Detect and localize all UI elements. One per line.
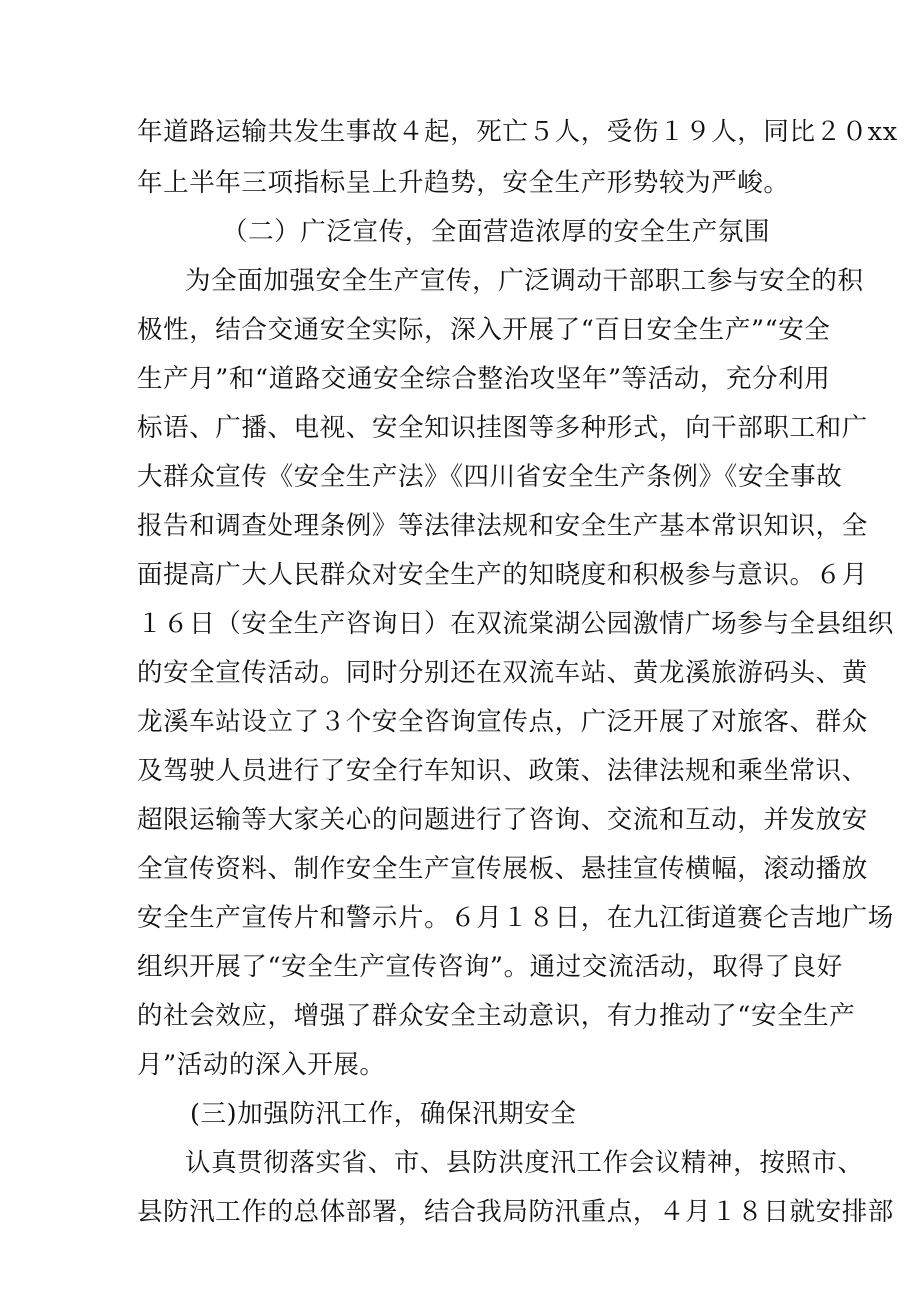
text-line: 全宣传资料、制作安全生产宣传展板、悬挂宣传横幅，滚动播放 (137, 854, 868, 884)
text-line: 标语、广播、电视、安全知识挂图等多种形式，向干部职工和广 (137, 413, 868, 443)
text-line: 认真贯彻落实省、市、县防洪度汛工作会议精神，按照市、 (185, 1148, 864, 1178)
text-line: 生产月”和“道路交通安全综合整治攻坚年”等活动，充分利用 (137, 364, 831, 394)
text-line: 的社会效应，增强了群众安全主动意识，有力推动了“安全生产 (137, 1001, 856, 1031)
text-line: 年上半年三项指标呈上升趋势，安全生产形势较为严峻。 (137, 168, 790, 198)
text-line: 龙溪车站设立了３个安全咨询宣传点，广泛开展了对旅客、群众 (137, 707, 868, 737)
text-line: 月”活动的深入开展。 (137, 1050, 386, 1080)
text-line: 及驾驶人员进行了安全行车知识、政策、法律法规和乘坐常识、 (137, 756, 868, 786)
text-line: 年道路运输共发生事故４起，死亡５人，受伤１９人，同比２０xx (137, 117, 898, 147)
text-line: 大群众宣传《安全生产法》《四川省安全生产条例》《安全事故 (137, 462, 843, 492)
text-line: 县防汛工作的总体部署，结合我局防汛重点，４月１８日就安排部 (137, 1197, 894, 1227)
text-line: １６日（安全生产咨询日）在双流棠湖公园激情广场参与全县组织 (137, 609, 894, 639)
section-heading: （二）广泛宣传，全面营造浓厚的安全生产氛围 (222, 217, 771, 247)
text-line: 超限运输等大家关心的问题进行了咨询、交流和互动，并发放安 (137, 805, 868, 835)
text-line: 安全生产宣传片和警示片。６月１８日，在九江街道赛仑吉地广场 (137, 903, 894, 933)
text-line: 面提高广大人民群众对安全生产的知晓度和积极参与意识。６月 (137, 560, 868, 590)
text-line: 为全面加强安全生产宣传，广泛调动干部职工参与安全的积 (185, 266, 864, 296)
text-line: 组织开展了“安全生产宣传咨询”。通过交流活动，取得了良好 (137, 952, 843, 982)
text-line: 极性，结合交通安全实际，深入开展了“百日安全生产”“安全 (137, 315, 831, 345)
section-heading: (三)加强防汛工作，确保汛期安全 (190, 1099, 577, 1129)
text-line: 的安全宣传活动。同时分别还在双流车站、黄龙溪旅游码头、黄 (137, 658, 868, 688)
text-line: 报告和调查处理条例》等法律法规和安全生产基本常识知识，全 (137, 511, 868, 541)
